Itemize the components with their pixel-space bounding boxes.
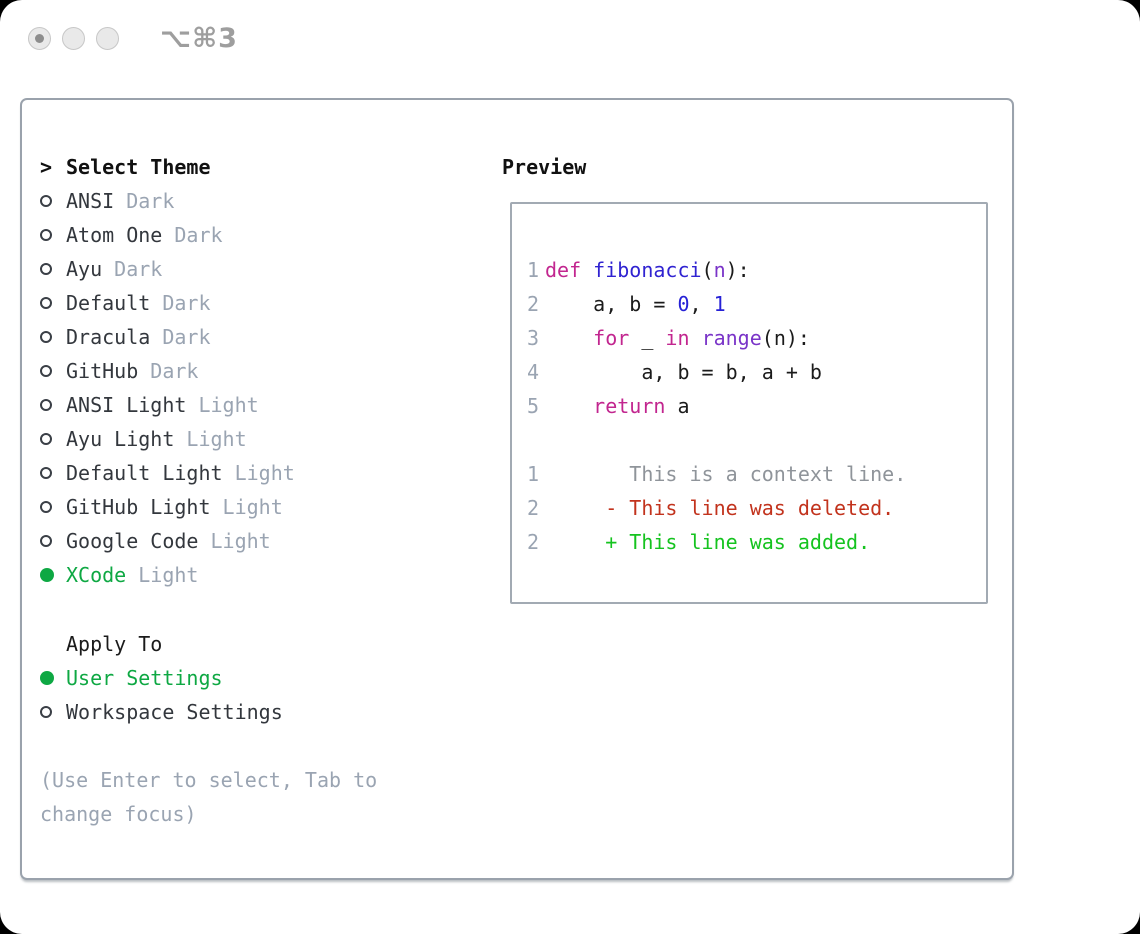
radio-icon — [40, 501, 52, 513]
theme-item[interactable] — [40, 218, 480, 252]
code-tokens: for _ in range(n): — [593, 326, 810, 350]
theme-item[interactable] — [40, 490, 480, 524]
theme-list-header — [40, 150, 480, 184]
traffic-light-minimize-icon[interactable] — [62, 27, 85, 50]
keyboard-shortcut-label: ⌥⌘3 — [160, 22, 238, 54]
preview-title: Preview — [502, 155, 587, 179]
radio-icon — [40, 501, 66, 513]
radio-icon — [40, 331, 66, 343]
option-label: Default — [66, 291, 151, 315]
line-number: 1 — [526, 462, 539, 486]
radio-icon — [40, 433, 66, 445]
radio-icon — [40, 297, 52, 309]
line-number: 1 — [526, 258, 539, 282]
diff-text: This is a context line. — [545, 462, 907, 486]
option-tag: Light — [186, 393, 259, 417]
option-tag: Dark — [102, 257, 163, 281]
radio-icon — [40, 229, 66, 241]
theme-item[interactable] — [40, 456, 480, 490]
radio-icon — [40, 229, 52, 241]
apply-to-title: Apply To — [66, 632, 163, 656]
code-line — [526, 253, 986, 287]
radio-icon — [40, 399, 66, 411]
option-label: Default Light — [66, 461, 223, 485]
theme-item[interactable] — [40, 422, 480, 456]
radio-icon — [40, 399, 52, 411]
theme-column — [40, 100, 480, 831]
option-label: GitHub Light — [66, 495, 211, 519]
theme-item[interactable] — [40, 184, 480, 218]
option-label: Google Code — [66, 529, 199, 553]
titlebar — [28, 22, 238, 54]
option-label: GitHub — [66, 359, 139, 383]
option-tag: Light — [222, 461, 295, 485]
radio-icon — [40, 467, 52, 479]
radio-icon — [40, 535, 52, 547]
option-label: Ayu — [66, 257, 103, 281]
line-number: 4 — [526, 360, 539, 384]
option-label: ANSI Light — [66, 393, 187, 417]
theme-item[interactable] — [40, 558, 480, 592]
code-tokens: def fibonacci(n): — [545, 258, 750, 282]
radio-icon — [40, 467, 66, 479]
option-label: Ayu Light — [66, 427, 175, 451]
line-number: 2 — [526, 530, 539, 554]
preview-spacer — [526, 423, 986, 457]
line-number: 3 — [526, 326, 539, 350]
option-tag: Dark — [162, 223, 223, 247]
code-preview — [526, 253, 986, 423]
radio-icon — [40, 195, 52, 207]
radio-icon — [40, 568, 66, 582]
radio-icon — [40, 706, 52, 718]
radio-selected-icon — [40, 671, 54, 685]
option-tag: Dark — [114, 189, 175, 213]
diff-text: + This line was added. — [545, 530, 871, 554]
traffic-light-close-icon[interactable] — [28, 27, 51, 50]
code-line — [526, 389, 986, 423]
radio-icon — [40, 365, 66, 377]
traffic-light-zoom-icon[interactable] — [96, 27, 119, 50]
radio-icon — [40, 671, 66, 685]
theme-list — [40, 150, 480, 592]
apply-to-option[interactable] — [40, 695, 480, 729]
theme-item[interactable] — [40, 320, 480, 354]
radio-selected-icon — [40, 568, 54, 582]
option-tag: Light — [126, 563, 199, 587]
radio-icon — [40, 706, 66, 718]
traffic-light-dot — [35, 34, 44, 43]
option-label: User Settings — [66, 666, 223, 690]
theme-item[interactable] — [40, 286, 480, 320]
theme-item[interactable] — [40, 354, 480, 388]
code-line — [526, 287, 986, 321]
code-tokens: a, b = b, a + b — [545, 360, 822, 384]
radio-icon — [40, 433, 52, 445]
option-tag: Light — [210, 495, 283, 519]
option-label: Dracula — [66, 325, 151, 349]
theme-item[interactable] — [40, 524, 480, 558]
option-tag: Dark — [138, 359, 199, 383]
option-label: ANSI — [66, 189, 115, 213]
apply-to-section — [40, 627, 480, 729]
radio-icon — [40, 263, 52, 275]
code-line — [526, 321, 986, 355]
apply-to-option[interactable] — [40, 661, 480, 695]
option-tag: Dark — [150, 291, 211, 315]
option-tag: Light — [174, 427, 247, 451]
option-tag: Dark — [150, 325, 211, 349]
radio-icon — [40, 365, 52, 377]
theme-list-title: Select Theme — [66, 155, 211, 179]
selection-chevron-icon: > — [40, 155, 53, 179]
apply-to-header-row — [40, 627, 480, 661]
diff-preview — [526, 457, 986, 559]
code-tokens: return a — [593, 394, 690, 418]
diff-line-added — [526, 525, 986, 559]
preview-box — [510, 202, 988, 604]
radio-icon — [40, 297, 66, 309]
line-number: 5 — [526, 394, 539, 418]
radio-icon — [40, 331, 52, 343]
option-tag: Light — [198, 529, 271, 553]
radio-icon — [40, 263, 66, 275]
option-label: XCode — [66, 563, 127, 587]
diff-line-context — [526, 457, 986, 491]
theme-item[interactable] — [40, 388, 480, 422]
option-label: Workspace Settings — [66, 700, 283, 724]
diff-text: - This line was deleted. — [545, 496, 895, 520]
line-number: 2 — [526, 292, 539, 316]
usage-hint: (Use Enter to select, Tab to change focus) — [40, 768, 378, 826]
code-tokens: a, b = 0, 1 — [545, 292, 726, 316]
theme-item[interactable] — [40, 252, 480, 286]
theme-picker-panel — [20, 98, 1014, 880]
line-number: 2 — [526, 496, 539, 520]
option-label: Atom One — [66, 223, 163, 247]
radio-icon — [40, 535, 66, 547]
radio-icon — [40, 195, 66, 207]
diff-line-deleted — [526, 491, 986, 525]
code-line — [526, 355, 986, 389]
